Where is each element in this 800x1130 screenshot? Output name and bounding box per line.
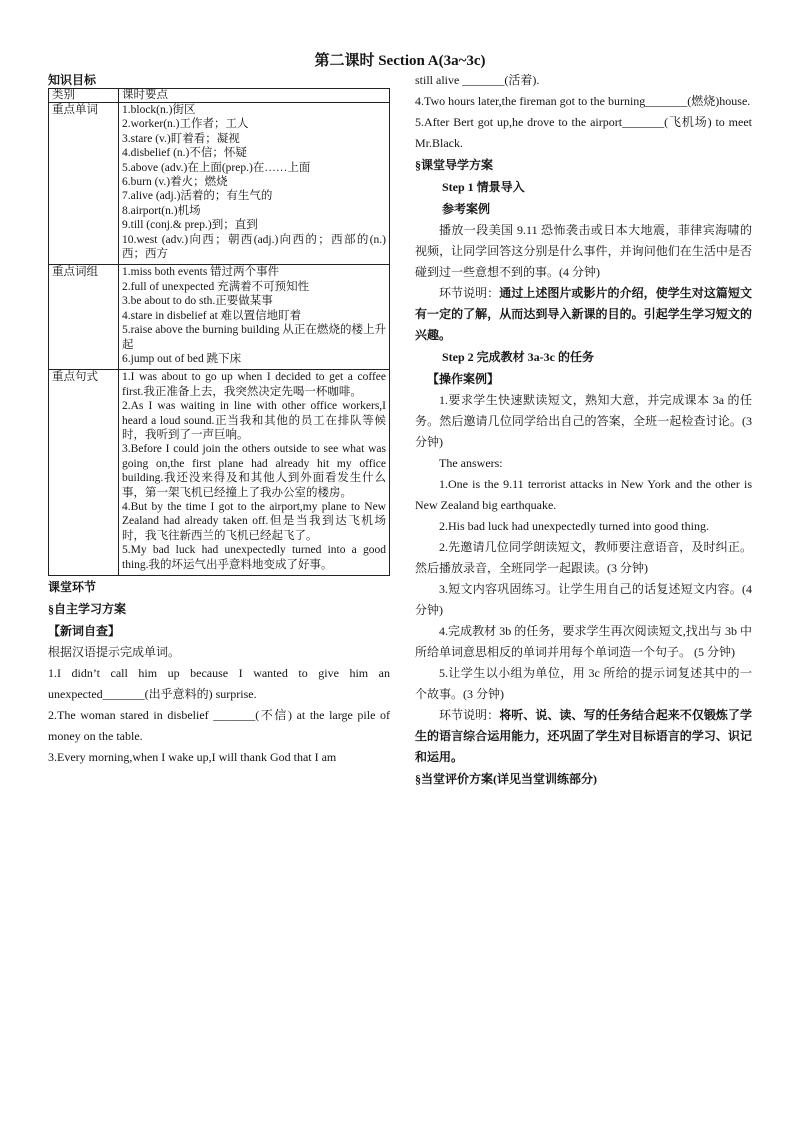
note-label: 环节说明： [439,708,500,722]
answer-item: 2.His bad luck had unexpectedly turned into good thing. [439,519,709,533]
exercise-item-continued: still alive _______(活着). [415,73,540,87]
sentence-item: 3.Before I could join the others outside to see what was going on,the first plane had already hit my office building.我还没来得及和其他人到外面看发生什么事，第一架飞机已经撞上了我办公室的楼房。 [122,443,386,499]
step2-task: 2.先邀请几位同学朗读短文，教师要注意语音，及时纠正。然后播放录音，全班同学一起跟读。(3 分钟) [415,540,752,575]
step2-task: 5.让学生以小组为单位，用 3c 所给的提示词复述其中的一个故事。(3 分钟) [415,666,752,701]
phrase-item: 6.jump out of bed 跳下床 [122,352,242,365]
step1-case-heading: 参考案例 [442,202,491,216]
phrase-item: 5.raise above the burning building 从正在燃烧的楼上升起 [122,324,386,351]
word-item: 3.stare (v.)盯着看；凝视 [122,132,240,145]
step1-case-text: 播放一段美国 9.11 恐怖袭击或日本大地震，菲律宾海啸的视频，让同学回答这分别是什么事件，并询问他们在生活中是否碰到过一些意想不到的事。(4 分钟) [415,223,752,279]
exercise-item: 4.Two hours later,the fireman got to the burning_______(燃烧)house. [415,94,751,108]
header-points: 课时要点 [119,89,390,103]
points-cell [119,265,390,370]
word-item: 4.disbelief (n.)不信；怀疑 [122,147,247,160]
points-cell [119,103,390,265]
note-label: 环节说明： [439,286,500,300]
word-item: 5.above (adv.)在上面(prep.)在……上面 [122,161,311,174]
category-cell: 重点词组 [49,265,119,370]
exercise-item: 3.Every morning,when I wake up,I will thank God that I am [48,750,337,764]
step1-title: Step 1 情景导入 [442,180,525,194]
sentence-item: 1.I was about to go up when I decided to get a coffee first.我正准备上去，我突然决定先喝一杯咖啡。 [122,371,386,398]
word-item: 2.worker(n.)工作者；工人 [122,118,249,131]
note-text: 将听、说、读、写的任务结合起来不仅锻炼了学生的语言综合运用能力，还巩固了学生对目标语言的学习、识记和运用。 [415,708,752,764]
word-item: 1.block(n.)街区 [122,104,196,116]
sentence-item: 4.But by the time I got to the airport,my plane to New Zealand had already taken off.但是当我到达飞机场时，我飞往新西兰的飞机已经起飞了。 [122,500,386,542]
step2-task: 1.要求学生快速默读短文，熟知大意，并完成课本 3a 的任务。然后邀请几位同学给出自己的答案，全班一起检查讨论。(3 分钟) [415,393,752,449]
page-title: 第二课时 Section A(3a~3c) [314,53,486,69]
exercise-instruction: 根据汉语提示完成单词。 [48,645,181,659]
word-item: 7.alive (adj.)活着的；有生气的 [122,190,273,203]
class-section-heading: 课堂环节 [48,580,97,594]
points-cell [119,370,390,576]
exercise-item: 2.The woman stared in disbelief _______(不信) at the large pile of money on the table. [48,708,390,743]
evaluation-heading: §当堂评价方案(详见当堂训练部分) [415,772,597,786]
step1-note [415,283,752,346]
table-row-words [49,103,390,265]
category-cell: 重点单词 [49,103,119,265]
step2-task: 4.完成教材 3b 的任务，要求学生再次阅读短文,找出与 3b 中所给单词意思相反的单词并用每个单词造一个句子。 (5 分钟) [415,624,752,659]
step2-note [415,705,752,768]
phrase-item: 3.be about to do sth.正要做某事 [122,295,273,308]
phrase-item: 4.stare in disbelief at 难以置信地盯着 [122,309,302,322]
sentence-item: 5.My bad luck had unexpectedly turned into a good thing.我的坏运气出乎意料地变成了好事。 [122,544,386,571]
step2-task: 3.短文内容巩固练习。让学生用自己的话复述短文内容。(4 分钟) [415,582,752,617]
category-cell: 重点句式 [49,370,119,576]
word-item: 6.burn (v.)着火；燃烧 [122,176,228,189]
right-column [415,70,752,790]
word-item: 9.till (conj.& prep.)到；直到 [122,219,258,232]
exercise-item: 1.I didn’t call him up because I wanted to give him an unexpected_______(出乎意料的) surprise. [48,666,390,701]
word-item: 8.airport(n.)机场 [122,204,201,217]
phrase-item: 2.full of unexpected 充满着不可预知性 [122,280,310,293]
guide-heading: §课堂导学方案 [415,158,494,172]
word-item: 10.west (adv.)向西；朝西(adj.)向西的；西部的(n.)西；西方 [122,233,386,261]
exercise-item: 5.After Bert got up,he drove to the airport_______(飞机场) to meet Mr.Black. [415,115,752,150]
table-row-phrases [49,265,390,370]
phrase-item: 1.miss both events 错过两个事件 [122,266,280,279]
step2-case-heading: 【操作案例】 [427,372,500,386]
note-text: 通过上述图片或影片的介绍，使学生对这篇短文有一定的了解，从而达到导入新课的目的。引起学生学习短文的兴趣。 [415,286,752,342]
knowledge-table [48,88,390,576]
step2-title: Step 2 完成教材 3a-3c 的任务 [442,350,594,364]
header-category: 类别 [49,89,119,103]
table-row-sentences [49,370,390,576]
answer-item: 1.One is the 9.11 terrorist attacks in New York and the other is New Zealand big earthquake. [415,477,752,512]
self-study-heading: §自主学习方案 [48,602,127,616]
table-header-row [49,89,390,103]
knowledge-heading: 知识目标 [48,73,97,87]
answers-label: The answers: [439,456,503,470]
left-column [48,72,390,768]
new-words-heading: 【新词自查】 [48,624,121,638]
sentence-item: 2.As I was waiting in line with other office workers,I heard a loud sound.正当我和其他的员工在排队等候时，我听到了一声巨响。 [122,400,386,441]
